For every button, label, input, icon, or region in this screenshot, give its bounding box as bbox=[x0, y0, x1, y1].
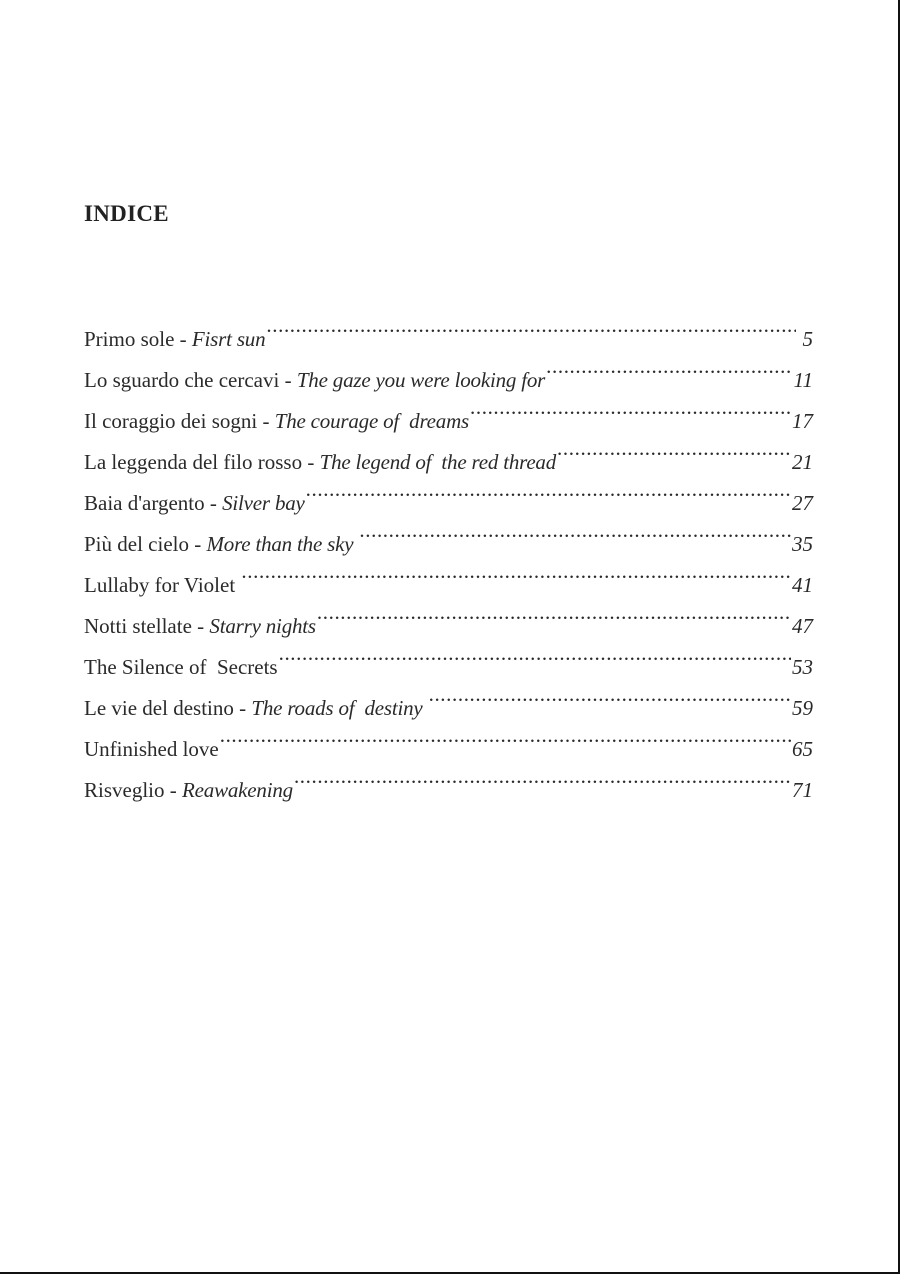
entry-italian-title: Le vie del destino bbox=[84, 696, 234, 720]
entry-english-title: Reawakening bbox=[182, 778, 293, 802]
entry-separator: - bbox=[233, 696, 252, 720]
dot-leader bbox=[359, 510, 791, 551]
entry-page-number: 53 bbox=[792, 655, 813, 679]
entry-separator: - bbox=[279, 368, 297, 392]
entry-italian-title: Più del cielo bbox=[84, 532, 189, 556]
entry-separator: - bbox=[204, 491, 223, 515]
entry-italian-title: Lo sguardo che cercavi bbox=[84, 368, 280, 392]
entry-page-number: 47 bbox=[792, 614, 813, 638]
dot-leader bbox=[220, 715, 791, 756]
entry-page-number: 27 bbox=[792, 491, 813, 515]
dot-leader bbox=[429, 674, 791, 715]
entry-page-number: 5 bbox=[797, 327, 813, 351]
entry-english-title: The roads of destiny bbox=[251, 696, 428, 720]
entry-italian-title: Notti stellate bbox=[84, 614, 192, 638]
entry-page-number: 35 bbox=[792, 532, 813, 556]
entry-page-number: 71 bbox=[792, 778, 813, 802]
dot-leader bbox=[546, 346, 792, 387]
entry-separator: - bbox=[191, 614, 210, 638]
entry-english-title: Starry nights bbox=[209, 614, 316, 638]
entry-page-number: 11 bbox=[793, 368, 813, 392]
dot-leader bbox=[266, 305, 796, 346]
entry-italian-title: Baia d'argento bbox=[84, 491, 205, 515]
entry-separator: - bbox=[257, 409, 275, 433]
entry-page-number: 65 bbox=[792, 737, 813, 761]
entry-italian-title: Il coraggio dei sogni bbox=[84, 409, 258, 433]
entry-page-number: 17 bbox=[792, 409, 813, 433]
dot-leader bbox=[279, 633, 791, 674]
entry-page-number: 59 bbox=[792, 696, 813, 720]
page-title: INDICE bbox=[84, 201, 169, 226]
entry-italian-title: Unfinished love bbox=[84, 737, 219, 761]
entry-italian-title: Primo sole bbox=[84, 327, 175, 351]
entry-english-title: The legend of the red thread bbox=[319, 450, 557, 474]
entry-italian-title: Risveglio bbox=[84, 778, 165, 802]
entry-page-number: 21 bbox=[792, 450, 813, 474]
entry-english-title: The gaze you were looking for bbox=[296, 368, 546, 392]
entry-separator: - bbox=[164, 778, 183, 802]
entry-italian-title: La leggenda del filo rosso bbox=[84, 450, 303, 474]
toc-entry-1 bbox=[84, 305, 813, 351]
entry-italian-title: The Silence of Secrets bbox=[84, 655, 278, 679]
table-of-contents bbox=[84, 305, 813, 802]
entry-english-title: The courage of dreams bbox=[274, 409, 470, 433]
entry-separator: - bbox=[174, 327, 192, 351]
entry-page-number: 41 bbox=[792, 573, 813, 597]
entry-italian-title: Lullaby for Violet bbox=[84, 573, 241, 597]
dot-leader bbox=[470, 387, 791, 428]
entry-english-title: Silver bay bbox=[222, 491, 305, 515]
entry-separator: - bbox=[188, 532, 207, 556]
entry-english-title: More than the sky bbox=[206, 532, 359, 556]
dot-leader bbox=[557, 428, 791, 469]
entry-separator: - bbox=[302, 450, 320, 474]
dot-leader bbox=[241, 551, 791, 592]
dot-leader bbox=[306, 469, 791, 510]
dot-leader bbox=[317, 592, 791, 633]
dot-leader bbox=[294, 756, 791, 797]
entry-english-title: Fisrt sun bbox=[191, 327, 266, 351]
